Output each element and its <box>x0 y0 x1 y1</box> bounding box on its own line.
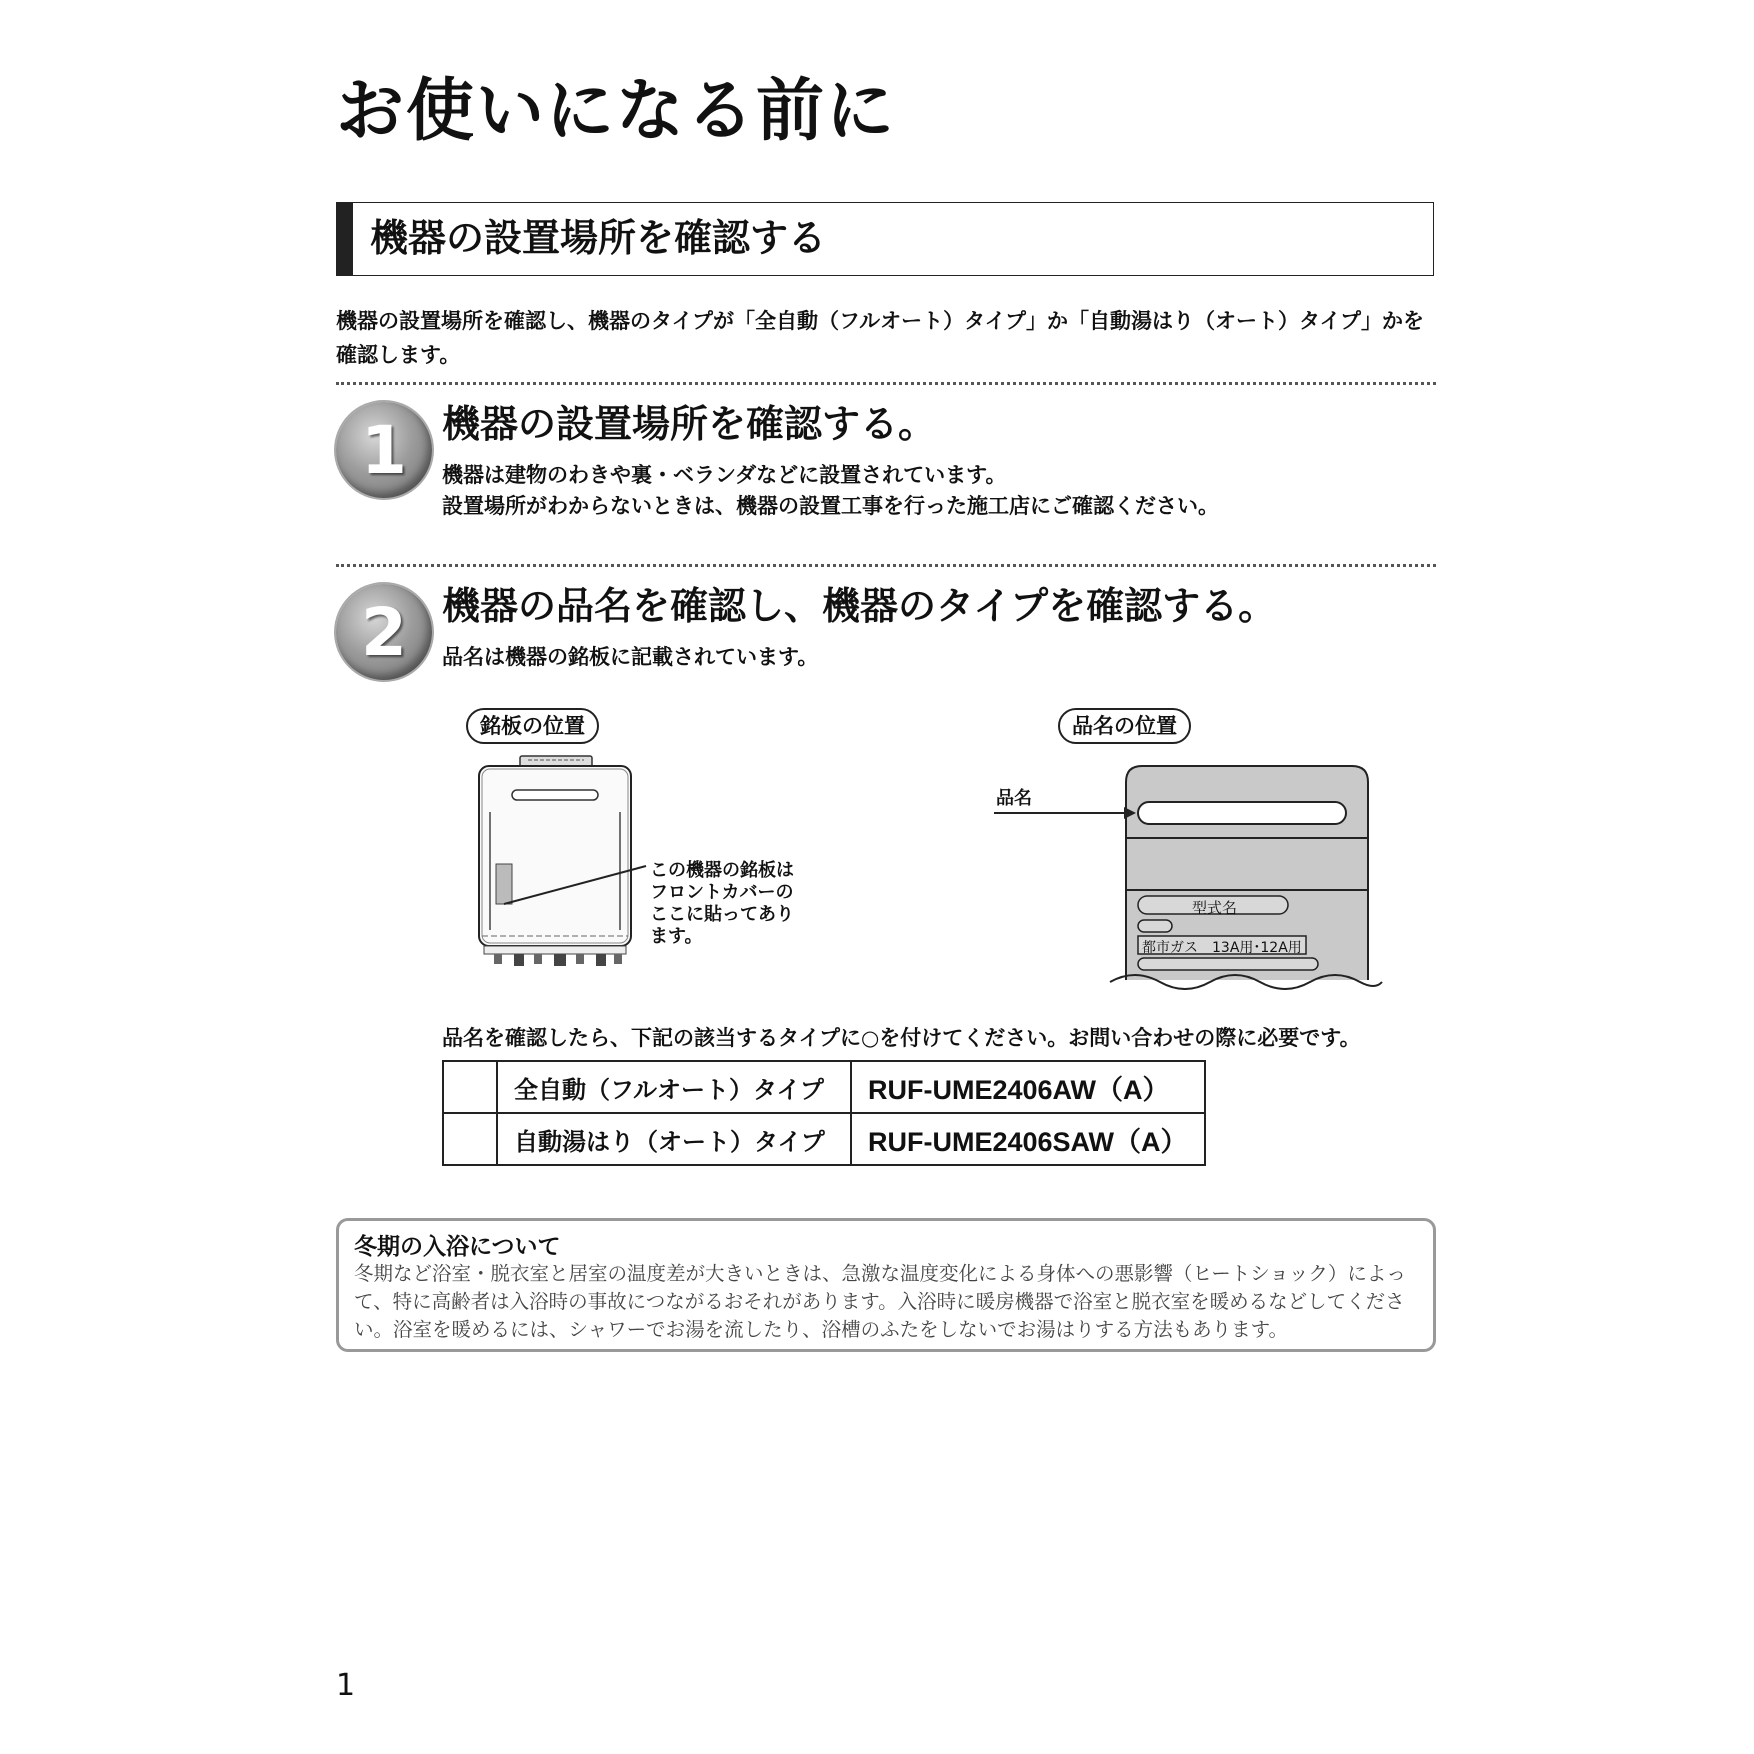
type-table <box>442 1060 1206 1166</box>
callout-line-3: ここに貼ってあり <box>650 904 794 925</box>
step-2-title: 機器の品名を確認し、機器のタイプを確認する。 <box>442 584 1277 628</box>
callout-line-1: この機器の銘板は <box>650 860 794 881</box>
callout-leader-line <box>500 860 650 910</box>
page-title: お使いになる前に <box>336 72 897 151</box>
model-cell: RUF-UME2406AW（A） <box>851 1061 1205 1113</box>
step-1-title: 機器の設置場所を確認する。 <box>442 402 937 446</box>
winter-bath-note-title: 冬期の入浴について <box>354 1234 561 1260</box>
section-header-bar <box>336 202 353 276</box>
product-name-location-label: 品名の位置 <box>1058 708 1191 744</box>
model-cell: RUF-UME2406SAW（A） <box>851 1113 1205 1165</box>
plate-gas-label: 都市ガス 13A用･12A用 <box>1142 940 1302 956</box>
check-cell[interactable] <box>443 1113 497 1165</box>
callout-line-4: ます。 <box>650 926 703 947</box>
type-cell: 自動湯はり（オート）タイプ <box>497 1113 851 1165</box>
callout-line-2: フロントカバーの <box>650 882 794 903</box>
step-1-line-1: 機器は建物のわきや裏・ベランダなどに設置されています。 <box>442 463 1007 487</box>
step-2-line: 品名は機器の銘板に記載されています。 <box>442 645 819 669</box>
section-title: 機器の設置場所を確認する <box>370 216 827 260</box>
type-cell: 全自動（フルオート）タイプ <box>497 1061 851 1113</box>
step-1-badge: 1 <box>336 402 432 498</box>
table-row <box>443 1061 1205 1113</box>
step-1-line-2: 設置場所がわからないときは、機器の設置工事を行った施工店にご確認ください。 <box>442 494 1219 518</box>
nameplate-location-label: 銘板の位置 <box>466 708 599 744</box>
dotted-divider <box>336 382 1436 385</box>
check-cell[interactable] <box>443 1061 497 1113</box>
section-intro: 機器の設置場所を確認し、機器のタイプが「全自動（フルオート）タイプ」か「自動湯はり（オート）タイプ」かを確認します。 <box>336 309 1425 367</box>
check-instruction: 品名を確認したら、下記の該当するタイプに○を付けてください。お問い合わせの際に必要です。 <box>442 1026 1361 1050</box>
winter-bath-note-body: 冬期など浴室・脱衣室と居室の温度差が大きいときは、急激な温度変化による身体への悪影響（ヒートショック）によって、特に高齢者は入浴時の事故につながるおそれがあります。入浴時に暖房機器で浴室と脱衣室を暖めるなどしてください。浴室を暖めるには、シャワーでお湯を流したり、浴槽のふたをしないでお湯はりする方法もあります。 <box>354 1262 1406 1341</box>
page-number: 1 <box>336 1668 356 1703</box>
plate-model-label: 型式名 <box>1192 899 1238 917</box>
table-row <box>443 1113 1205 1165</box>
product-name-pointer-label: 品名 <box>996 788 1032 809</box>
step-2-badge: 2 <box>336 584 432 680</box>
dotted-divider <box>336 564 1436 567</box>
